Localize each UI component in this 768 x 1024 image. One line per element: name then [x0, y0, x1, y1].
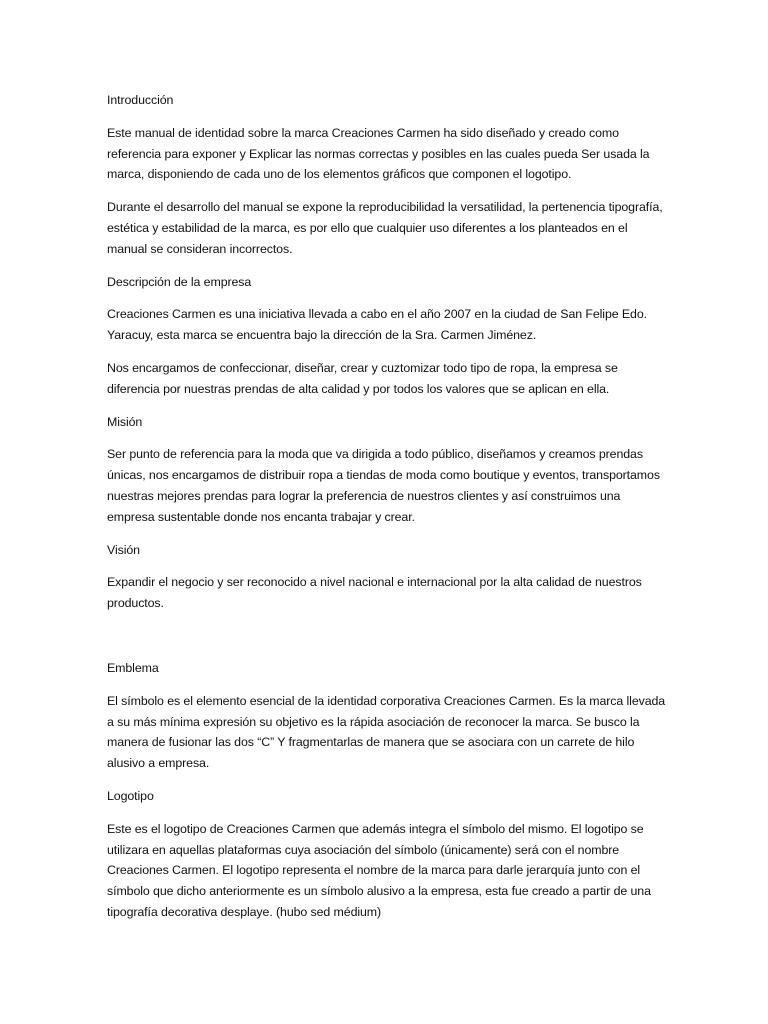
document-body: [107, 90, 667, 923]
section-heading-emblema: Emblema: [107, 660, 159, 675]
section-introduccion: [107, 90, 667, 260]
section-mision: [107, 412, 667, 528]
section-heading-logotipo: Logotipo: [107, 788, 154, 803]
section-heading-vision: Visión: [107, 542, 140, 557]
paragraph-mision-1: Ser punto de referencia para la moda que va dirigida a todo público, diseñamos y creamos prendas únicas, nos encargamos de distribuir ropa a tiendas de moda como boutique y eventos, transportamos nuestras mejores prendas para lograr la preferencia de nuestros clientes y así construimos una empresa sustentable donde nos encanta trabajar y crear.: [107, 447, 660, 524]
section-logotipo: [107, 786, 667, 923]
paragraph-descripcion-1: Creaciones Carmen es una iniciativa llevada a cabo en el año 2007 en la ciudad de San Felipe Edo. Yaracuy, esta marca se encuentra bajo la dirección de la Sra. Carmen Jiménez.: [107, 307, 647, 343]
section-emblema: [107, 658, 667, 774]
paragraph-introduccion-2: Durante el desarrollo del manual se expone la reproducibilidad la versatilidad, la pertenencia tipografía, estética y estabilidad de la marca, es por ello que cualquier uso diferentes a los planteados en el manual se consideran incorrectos.: [107, 200, 663, 256]
paragraph-emblema-1: El símbolo es el elemento esencial de la identidad corporativa Creaciones Carmen. Es la marca llevada a su más mínima expresión su objetivo es la rápida asociación de reconocer la marca. Se busco la manera de fusionar las dos “C” Y fragmentarlas de manera que se asociara con un carrete de hilo alusivo a empresa.: [107, 693, 666, 771]
paragraph-introduccion-1: Este manual de identidad sobre la marca Creaciones Carmen ha sido diseñado y creado como referencia para exponer y Explicar las normas correctas y posibles en las cuales pueda Ser usada la marca, disponiendo de cada uno de los elementos gráficos que componen el logotipo.: [107, 125, 650, 182]
section-heading-descripcion: Descripción de la empresa: [107, 274, 252, 289]
paragraph-descripcion-2: Nos encargamos de confeccionar, diseñar, crear y cuztomizar todo tipo de ropa, la empresa se diferencia por nuestras prendas de alta calidad y por todos los valores que se aplican en ella.: [107, 360, 618, 396]
paragraph-logotipo-1: Este es el logotipo de Creaciones Carmen que además integra el símbolo del mismo. El logotipo se utilizara en aquellas plataformas cuya asociación del símbolo (únicamente) será con el nombre Creaciones Carmen. El logotipo representa el nombre de la marca para darle jerarquía junto con el símbolo que dicho anteriormente es un símbolo alusivo a la empresa, esta fue creado a partir de una tipografía decorativa desplaye. (hubo sed médium): [107, 821, 651, 919]
section-descripcion: [107, 272, 667, 400]
section-heading-introduccion: Introducción: [107, 93, 174, 107]
section-heading-mision: Misión: [107, 414, 143, 429]
section-vision: [107, 540, 667, 614]
paragraph-vision-1: Expandir el negocio y ser reconocido a nivel nacional e internacional por la alta calidad de nuestros productos.: [107, 575, 642, 611]
